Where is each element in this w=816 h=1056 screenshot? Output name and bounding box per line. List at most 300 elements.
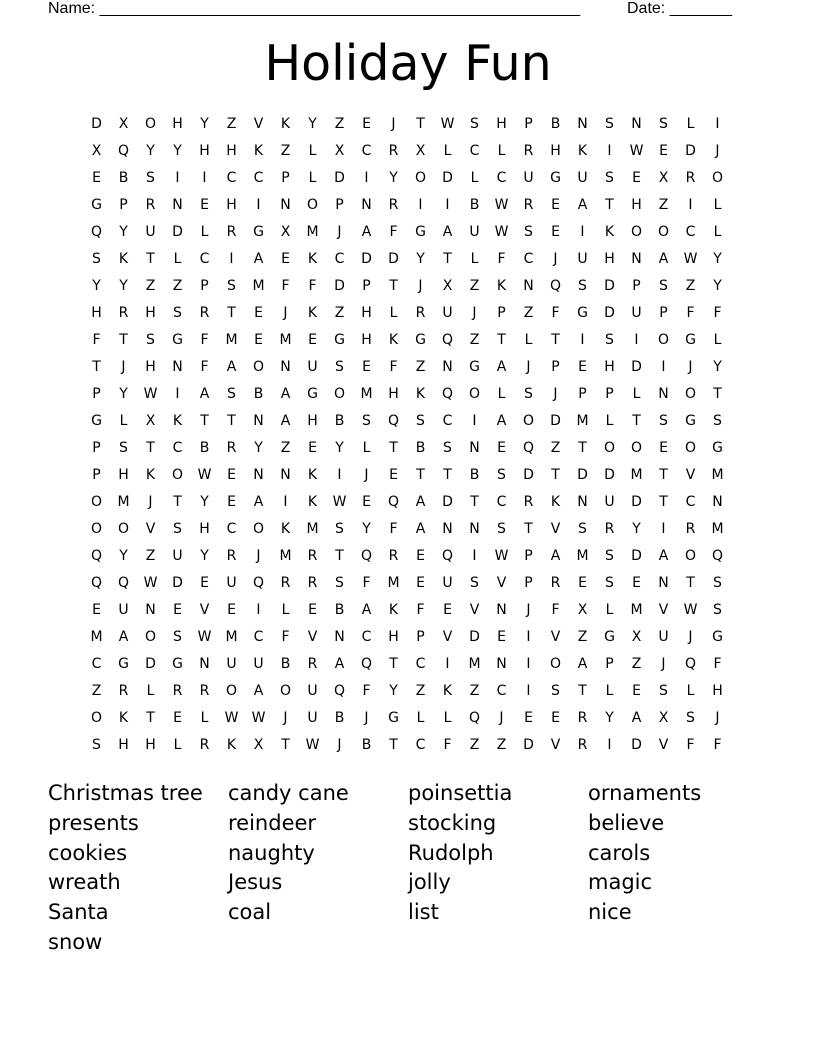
grid-letter[interactable]: V bbox=[658, 602, 669, 618]
grid-letter[interactable]: E bbox=[524, 710, 533, 726]
grid-letter[interactable]: A bbox=[658, 548, 669, 564]
grid-letter[interactable]: B bbox=[334, 602, 345, 618]
date-field[interactable]: Date: _______ bbox=[627, 0, 732, 17]
grid-letter[interactable]: Z bbox=[496, 737, 507, 753]
grid-letter[interactable]: O bbox=[117, 521, 130, 537]
grid-letter[interactable]: E bbox=[632, 683, 641, 699]
grid-letter[interactable]: U bbox=[226, 575, 237, 591]
grid-letter[interactable]: Q bbox=[252, 575, 265, 591]
grid-letter[interactable]: N bbox=[469, 521, 480, 537]
grid-letter[interactable]: B bbox=[361, 737, 372, 753]
grid-letter[interactable]: P bbox=[119, 197, 128, 213]
grid-letter[interactable]: I bbox=[715, 116, 720, 132]
grid-letter[interactable]: E bbox=[227, 494, 236, 510]
grid-letter[interactable]: W bbox=[629, 143, 644, 159]
grid-letter[interactable]: K bbox=[442, 683, 453, 699]
grid-letter[interactable]: Q bbox=[441, 332, 454, 348]
grid-letter[interactable]: Z bbox=[145, 548, 156, 564]
grid-letter[interactable]: I bbox=[661, 521, 666, 537]
grid-letter[interactable]: K bbox=[550, 494, 561, 510]
grid-letter[interactable]: E bbox=[362, 494, 371, 510]
grid-letter[interactable]: T bbox=[443, 467, 452, 483]
grid-letter[interactable]: E bbox=[416, 548, 425, 564]
grid-letter[interactable]: K bbox=[280, 116, 291, 132]
grid-letter[interactable]: M bbox=[306, 521, 319, 537]
grid-letter[interactable]: L bbox=[713, 332, 722, 348]
grid-letter[interactable]: Z bbox=[577, 629, 588, 645]
grid-letter[interactable]: E bbox=[92, 602, 101, 618]
grid-letter[interactable]: S bbox=[713, 575, 722, 591]
grid-letter[interactable]: I bbox=[472, 413, 477, 429]
grid-letter[interactable]: S bbox=[146, 170, 155, 186]
grid-letter[interactable]: T bbox=[605, 197, 614, 213]
grid-letter[interactable]: A bbox=[253, 251, 264, 267]
grid-letter[interactable]: O bbox=[468, 386, 481, 402]
grid-letter[interactable]: M bbox=[630, 602, 643, 618]
grid-letter[interactable]: R bbox=[226, 224, 237, 240]
grid-letter[interactable]: Z bbox=[334, 116, 345, 132]
grid-letter[interactable]: U bbox=[658, 629, 669, 645]
grid-letter[interactable]: G bbox=[469, 359, 480, 375]
grid-letter[interactable]: F bbox=[281, 629, 290, 645]
grid-letter[interactable]: D bbox=[442, 170, 453, 186]
grid-letter[interactable]: X bbox=[658, 170, 669, 186]
grid-letter[interactable]: Z bbox=[685, 278, 696, 294]
grid-letter[interactable]: Q bbox=[441, 386, 454, 402]
grid-letter[interactable]: F bbox=[200, 359, 209, 375]
grid-letter[interactable]: I bbox=[445, 656, 450, 672]
grid-letter[interactable]: N bbox=[577, 116, 588, 132]
grid-letter[interactable]: I bbox=[202, 170, 207, 186]
grid-letter[interactable]: L bbox=[443, 143, 452, 159]
grid-letter[interactable]: G bbox=[118, 656, 129, 672]
grid-letter[interactable]: I bbox=[256, 602, 261, 618]
grid-letter[interactable]: J bbox=[688, 359, 693, 375]
grid-letter[interactable]: H bbox=[145, 737, 156, 753]
grid-letter[interactable]: L bbox=[686, 683, 695, 699]
grid-letter[interactable]: I bbox=[580, 332, 585, 348]
grid-letter[interactable]: P bbox=[92, 467, 101, 483]
grid-letter[interactable]: M bbox=[360, 386, 373, 402]
grid-letter[interactable]: Y bbox=[119, 224, 128, 240]
grid-letter[interactable]: Z bbox=[91, 683, 102, 699]
grid-letter[interactable]: W bbox=[143, 386, 158, 402]
grid-letter[interactable]: G bbox=[172, 332, 183, 348]
grid-letter[interactable]: R bbox=[226, 548, 237, 564]
grid-letter[interactable]: G bbox=[307, 386, 318, 402]
grid-letter[interactable]: A bbox=[577, 656, 588, 672]
grid-letter[interactable]: Y bbox=[416, 251, 425, 267]
grid-letter[interactable]: S bbox=[659, 116, 668, 132]
grid-letter[interactable]: U bbox=[469, 224, 480, 240]
grid-letter[interactable]: Z bbox=[226, 116, 237, 132]
grid-letter[interactable]: F bbox=[389, 521, 398, 537]
grid-letter[interactable]: E bbox=[578, 575, 587, 591]
grid-letter[interactable]: Q bbox=[522, 440, 535, 456]
grid-letter[interactable]: V bbox=[442, 629, 453, 645]
grid-letter[interactable]: Q bbox=[711, 548, 724, 564]
grid-letter[interactable]: J bbox=[526, 602, 531, 618]
grid-letter[interactable]: C bbox=[496, 170, 507, 186]
grid-letter[interactable]: H bbox=[91, 305, 102, 321]
grid-letter[interactable]: D bbox=[145, 656, 156, 672]
grid-letter[interactable]: K bbox=[496, 278, 507, 294]
grid-letter[interactable]: E bbox=[659, 440, 668, 456]
grid-letter[interactable]: F bbox=[686, 737, 695, 753]
grid-letter[interactable]: N bbox=[631, 251, 642, 267]
grid-letter[interactable]: C bbox=[496, 683, 507, 699]
grid-letter[interactable]: I bbox=[472, 548, 477, 564]
grid-letter[interactable]: V bbox=[550, 737, 561, 753]
grid-letter[interactable]: C bbox=[415, 737, 426, 753]
grid-letter[interactable]: G bbox=[172, 656, 183, 672]
grid-letter[interactable]: P bbox=[416, 629, 425, 645]
grid-letter[interactable]: O bbox=[630, 440, 643, 456]
grid-letter[interactable]: K bbox=[118, 251, 129, 267]
grid-letter[interactable]: F bbox=[497, 251, 506, 267]
grid-letter[interactable]: Y bbox=[713, 278, 722, 294]
grid-letter[interactable]: D bbox=[550, 413, 561, 429]
grid-letter[interactable]: O bbox=[279, 683, 292, 699]
grid-letter[interactable]: Q bbox=[684, 656, 697, 672]
grid-letter[interactable]: B bbox=[334, 413, 345, 429]
grid-letter[interactable]: H bbox=[361, 332, 372, 348]
grid-letter[interactable]: P bbox=[281, 170, 290, 186]
grid-letter[interactable]: P bbox=[551, 359, 560, 375]
grid-letter[interactable]: M bbox=[252, 278, 265, 294]
grid-letter[interactable]: X bbox=[577, 602, 588, 618]
grid-letter[interactable]: X bbox=[442, 278, 453, 294]
grid-letter[interactable]: C bbox=[91, 656, 102, 672]
grid-letter[interactable]: N bbox=[577, 494, 588, 510]
grid-letter[interactable]: K bbox=[577, 143, 588, 159]
grid-letter[interactable]: J bbox=[364, 467, 369, 483]
grid-letter[interactable]: S bbox=[497, 521, 506, 537]
grid-letter[interactable]: K bbox=[118, 710, 129, 726]
grid-letter[interactable]: Z bbox=[334, 305, 345, 321]
grid-letter[interactable]: N bbox=[253, 467, 264, 483]
grid-letter[interactable]: M bbox=[711, 521, 724, 537]
grid-letter[interactable]: X bbox=[91, 143, 102, 159]
grid-letter[interactable]: E bbox=[578, 359, 587, 375]
grid-letter[interactable]: K bbox=[226, 737, 237, 753]
grid-letter[interactable]: W bbox=[197, 467, 212, 483]
grid-letter[interactable]: X bbox=[118, 116, 129, 132]
grid-letter[interactable]: A bbox=[280, 386, 291, 402]
grid-letter[interactable]: E bbox=[362, 359, 371, 375]
grid-letter[interactable]: F bbox=[389, 224, 398, 240]
grid-letter[interactable]: T bbox=[659, 494, 668, 510]
grid-letter[interactable]: N bbox=[145, 602, 156, 618]
grid-letter[interactable]: N bbox=[496, 602, 507, 618]
grid-letter[interactable]: R bbox=[577, 710, 588, 726]
grid-letter[interactable]: O bbox=[171, 467, 184, 483]
grid-letter[interactable]: N bbox=[658, 386, 669, 402]
grid-letter[interactable]: D bbox=[523, 467, 534, 483]
grid-letter[interactable]: R bbox=[523, 143, 534, 159]
grid-letter[interactable]: T bbox=[146, 440, 155, 456]
grid-letter[interactable]: I bbox=[418, 197, 423, 213]
grid-letter[interactable]: U bbox=[307, 710, 318, 726]
grid-letter[interactable]: C bbox=[334, 251, 345, 267]
grid-letter[interactable]: R bbox=[307, 656, 318, 672]
grid-letter[interactable]: U bbox=[442, 575, 453, 591]
grid-letter[interactable]: V bbox=[685, 467, 696, 483]
grid-letter[interactable]: O bbox=[684, 440, 697, 456]
grid-letter[interactable]: S bbox=[470, 116, 479, 132]
grid-letter[interactable]: G bbox=[577, 305, 588, 321]
grid-letter[interactable]: I bbox=[256, 197, 261, 213]
grid-letter[interactable]: X bbox=[631, 629, 642, 645]
grid-letter[interactable]: C bbox=[685, 494, 696, 510]
grid-letter[interactable]: G bbox=[415, 224, 426, 240]
grid-letter[interactable]: Z bbox=[415, 359, 426, 375]
grid-letter[interactable]: T bbox=[92, 359, 101, 375]
grid-letter[interactable]: L bbox=[713, 197, 722, 213]
grid-letter[interactable]: S bbox=[443, 440, 452, 456]
grid-letter[interactable]: J bbox=[688, 629, 693, 645]
grid-letter[interactable]: R bbox=[280, 575, 291, 591]
grid-letter[interactable]: N bbox=[199, 656, 210, 672]
grid-letter[interactable]: A bbox=[496, 359, 507, 375]
grid-letter[interactable]: P bbox=[524, 575, 533, 591]
grid-letter[interactable]: I bbox=[526, 656, 531, 672]
grid-letter[interactable]: K bbox=[415, 386, 426, 402]
grid-letter[interactable]: K bbox=[307, 305, 318, 321]
grid-letter[interactable]: M bbox=[225, 332, 238, 348]
grid-letter[interactable]: W bbox=[683, 251, 698, 267]
grid-letter[interactable]: A bbox=[631, 710, 642, 726]
grid-letter[interactable]: S bbox=[173, 629, 182, 645]
grid-letter[interactable]: E bbox=[254, 332, 263, 348]
grid-letter[interactable]: Y bbox=[92, 278, 101, 294]
grid-letter[interactable]: H bbox=[496, 116, 507, 132]
grid-letter[interactable]: M bbox=[387, 575, 400, 591]
grid-letter[interactable]: R bbox=[604, 521, 615, 537]
grid-letter[interactable]: N bbox=[469, 440, 480, 456]
grid-letter[interactable]: L bbox=[119, 413, 128, 429]
grid-letter[interactable]: H bbox=[604, 359, 615, 375]
grid-letter[interactable]: F bbox=[551, 305, 560, 321]
grid-letter[interactable]: Y bbox=[713, 251, 722, 267]
grid-letter[interactable]: P bbox=[605, 386, 614, 402]
grid-letter[interactable]: S bbox=[173, 521, 182, 537]
grid-letter[interactable]: G bbox=[91, 197, 102, 213]
grid-letter[interactable]: C bbox=[226, 170, 237, 186]
grid-letter[interactable]: V bbox=[658, 737, 669, 753]
grid-letter[interactable]: J bbox=[283, 305, 288, 321]
grid-letter[interactable]: N bbox=[361, 197, 372, 213]
grid-letter[interactable]: E bbox=[497, 629, 506, 645]
grid-letter[interactable]: E bbox=[389, 467, 398, 483]
grid-letter[interactable]: L bbox=[497, 143, 506, 159]
grid-letter[interactable]: Q bbox=[90, 575, 103, 591]
grid-letter[interactable]: U bbox=[172, 548, 183, 564]
grid-letter[interactable]: T bbox=[389, 656, 398, 672]
grid-letter[interactable]: B bbox=[253, 386, 264, 402]
grid-letter[interactable]: S bbox=[335, 575, 344, 591]
grid-letter[interactable]: A bbox=[226, 359, 237, 375]
grid-letter[interactable]: T bbox=[227, 305, 236, 321]
grid-letter[interactable]: R bbox=[388, 548, 399, 564]
grid-letter[interactable]: J bbox=[553, 251, 558, 267]
grid-letter[interactable]: P bbox=[524, 548, 533, 564]
grid-letter[interactable]: P bbox=[200, 278, 209, 294]
grid-letter[interactable]: W bbox=[197, 629, 212, 645]
grid-letter[interactable]: O bbox=[657, 224, 670, 240]
grid-letter[interactable]: S bbox=[659, 278, 668, 294]
grid-letter[interactable]: U bbox=[577, 170, 588, 186]
grid-letter[interactable]: G bbox=[712, 629, 723, 645]
grid-letter[interactable]: A bbox=[442, 224, 453, 240]
grid-letter[interactable]: J bbox=[121, 359, 126, 375]
grid-letter[interactable]: X bbox=[334, 143, 345, 159]
grid-letter[interactable]: P bbox=[92, 386, 101, 402]
grid-letter[interactable]: A bbox=[415, 521, 426, 537]
grid-letter[interactable]: K bbox=[307, 494, 318, 510]
grid-letter[interactable]: O bbox=[252, 359, 265, 375]
grid-letter[interactable]: Q bbox=[360, 656, 373, 672]
grid-letter[interactable]: I bbox=[688, 197, 693, 213]
grid-letter[interactable]: S bbox=[524, 386, 533, 402]
grid-letter[interactable]: U bbox=[577, 251, 588, 267]
grid-letter[interactable]: E bbox=[659, 143, 668, 159]
grid-letter[interactable]: K bbox=[388, 332, 399, 348]
grid-letter[interactable]: P bbox=[362, 278, 371, 294]
grid-letter[interactable]: N bbox=[253, 413, 264, 429]
grid-letter[interactable]: T bbox=[632, 413, 641, 429]
grid-letter[interactable]: Y bbox=[200, 548, 209, 564]
grid-letter[interactable]: J bbox=[337, 224, 342, 240]
grid-letter[interactable]: O bbox=[549, 656, 562, 672]
grid-letter[interactable]: Q bbox=[117, 143, 130, 159]
grid-letter[interactable]: W bbox=[305, 737, 320, 753]
grid-letter[interactable]: R bbox=[415, 305, 426, 321]
grid-letter[interactable]: M bbox=[225, 629, 238, 645]
grid-letter[interactable]: O bbox=[90, 710, 103, 726]
grid-letter[interactable]: L bbox=[281, 602, 290, 618]
grid-letter[interactable]: N bbox=[496, 656, 507, 672]
grid-letter[interactable]: S bbox=[146, 332, 155, 348]
grid-letter[interactable]: T bbox=[686, 575, 695, 591]
grid-letter[interactable]: E bbox=[227, 602, 236, 618]
grid-letter[interactable]: E bbox=[254, 305, 263, 321]
grid-letter[interactable]: R bbox=[226, 440, 237, 456]
grid-letter[interactable]: S bbox=[497, 467, 506, 483]
grid-letter[interactable]: G bbox=[253, 224, 264, 240]
grid-letter[interactable]: S bbox=[470, 575, 479, 591]
grid-letter[interactable]: U bbox=[118, 602, 129, 618]
grid-letter[interactable]: H bbox=[199, 521, 210, 537]
grid-letter[interactable]: K bbox=[145, 467, 156, 483]
grid-letter[interactable]: R bbox=[199, 683, 210, 699]
grid-letter[interactable]: F bbox=[416, 602, 425, 618]
grid-letter[interactable]: Z bbox=[469, 278, 480, 294]
grid-letter[interactable]: Y bbox=[335, 440, 344, 456]
grid-letter[interactable]: T bbox=[389, 737, 398, 753]
grid-letter[interactable]: Q bbox=[333, 683, 346, 699]
grid-letter[interactable]: G bbox=[712, 440, 723, 456]
grid-letter[interactable]: A bbox=[334, 656, 345, 672]
grid-letter[interactable]: E bbox=[632, 575, 641, 591]
grid-letter[interactable]: T bbox=[335, 548, 344, 564]
grid-letter[interactable]: E bbox=[281, 251, 290, 267]
grid-letter[interactable]: R bbox=[685, 170, 696, 186]
grid-letter[interactable]: W bbox=[440, 116, 455, 132]
grid-letter[interactable]: T bbox=[416, 116, 425, 132]
grid-letter[interactable]: T bbox=[470, 494, 479, 510]
grid-letter[interactable]: S bbox=[659, 413, 668, 429]
grid-letter[interactable]: I bbox=[229, 251, 234, 267]
grid-letter[interactable]: Z bbox=[469, 332, 480, 348]
grid-letter[interactable]: A bbox=[658, 251, 669, 267]
grid-letter[interactable]: T bbox=[551, 332, 560, 348]
grid-letter[interactable]: V bbox=[145, 521, 156, 537]
grid-letter[interactable]: Q bbox=[387, 494, 400, 510]
grid-letter[interactable]: B bbox=[118, 170, 129, 186]
grid-letter[interactable]: J bbox=[553, 386, 558, 402]
grid-letter[interactable]: S bbox=[605, 548, 614, 564]
grid-letter[interactable]: C bbox=[469, 143, 480, 159]
grid-letter[interactable]: D bbox=[334, 170, 345, 186]
grid-letter[interactable]: E bbox=[92, 170, 101, 186]
grid-letter[interactable]: Z bbox=[280, 143, 291, 159]
grid-letter[interactable]: R bbox=[523, 494, 534, 510]
grid-letter[interactable]: T bbox=[497, 332, 506, 348]
grid-letter[interactable]: R bbox=[118, 305, 129, 321]
grid-letter[interactable]: N bbox=[523, 278, 534, 294]
grid-letter[interactable]: I bbox=[175, 170, 180, 186]
grid-letter[interactable]: E bbox=[308, 332, 317, 348]
grid-letter[interactable]: O bbox=[522, 413, 535, 429]
grid-letter[interactable]: M bbox=[630, 467, 643, 483]
grid-letter[interactable]: Q bbox=[117, 575, 130, 591]
grid-letter[interactable]: W bbox=[143, 575, 158, 591]
grid-letter[interactable]: V bbox=[550, 521, 561, 537]
grid-letter[interactable]: U bbox=[226, 656, 237, 672]
grid-letter[interactable]: C bbox=[253, 170, 264, 186]
grid-letter[interactable]: Y bbox=[119, 386, 128, 402]
grid-letter[interactable]: T bbox=[389, 278, 398, 294]
grid-letter[interactable]: X bbox=[280, 224, 291, 240]
grid-letter[interactable]: Y bbox=[308, 116, 317, 132]
grid-letter[interactable]: E bbox=[200, 575, 209, 591]
grid-letter[interactable]: E bbox=[632, 170, 641, 186]
grid-letter[interactable]: I bbox=[337, 467, 342, 483]
grid-letter[interactable]: Y bbox=[173, 143, 182, 159]
grid-letter[interactable]: J bbox=[283, 710, 288, 726]
grid-letter[interactable]: H bbox=[388, 629, 399, 645]
grid-letter[interactable]: E bbox=[362, 116, 371, 132]
grid-letter[interactable]: S bbox=[578, 278, 587, 294]
grid-letter[interactable]: N bbox=[658, 575, 669, 591]
grid-letter[interactable]: F bbox=[713, 737, 722, 753]
grid-letter[interactable]: I bbox=[607, 143, 612, 159]
grid-letter[interactable]: L bbox=[362, 440, 371, 456]
grid-letter[interactable]: Y bbox=[146, 143, 155, 159]
grid-letter[interactable]: X bbox=[145, 413, 156, 429]
grid-letter[interactable]: L bbox=[605, 602, 614, 618]
grid-letter[interactable]: F bbox=[713, 656, 722, 672]
grid-letter[interactable]: W bbox=[224, 710, 239, 726]
grid-letter[interactable]: L bbox=[605, 413, 614, 429]
grid-letter[interactable]: O bbox=[603, 440, 616, 456]
grid-letter[interactable]: C bbox=[523, 251, 534, 267]
grid-letter[interactable]: V bbox=[550, 629, 561, 645]
grid-letter[interactable]: P bbox=[578, 386, 587, 402]
grid-letter[interactable]: O bbox=[252, 521, 265, 537]
grid-letter[interactable]: I bbox=[526, 629, 531, 645]
